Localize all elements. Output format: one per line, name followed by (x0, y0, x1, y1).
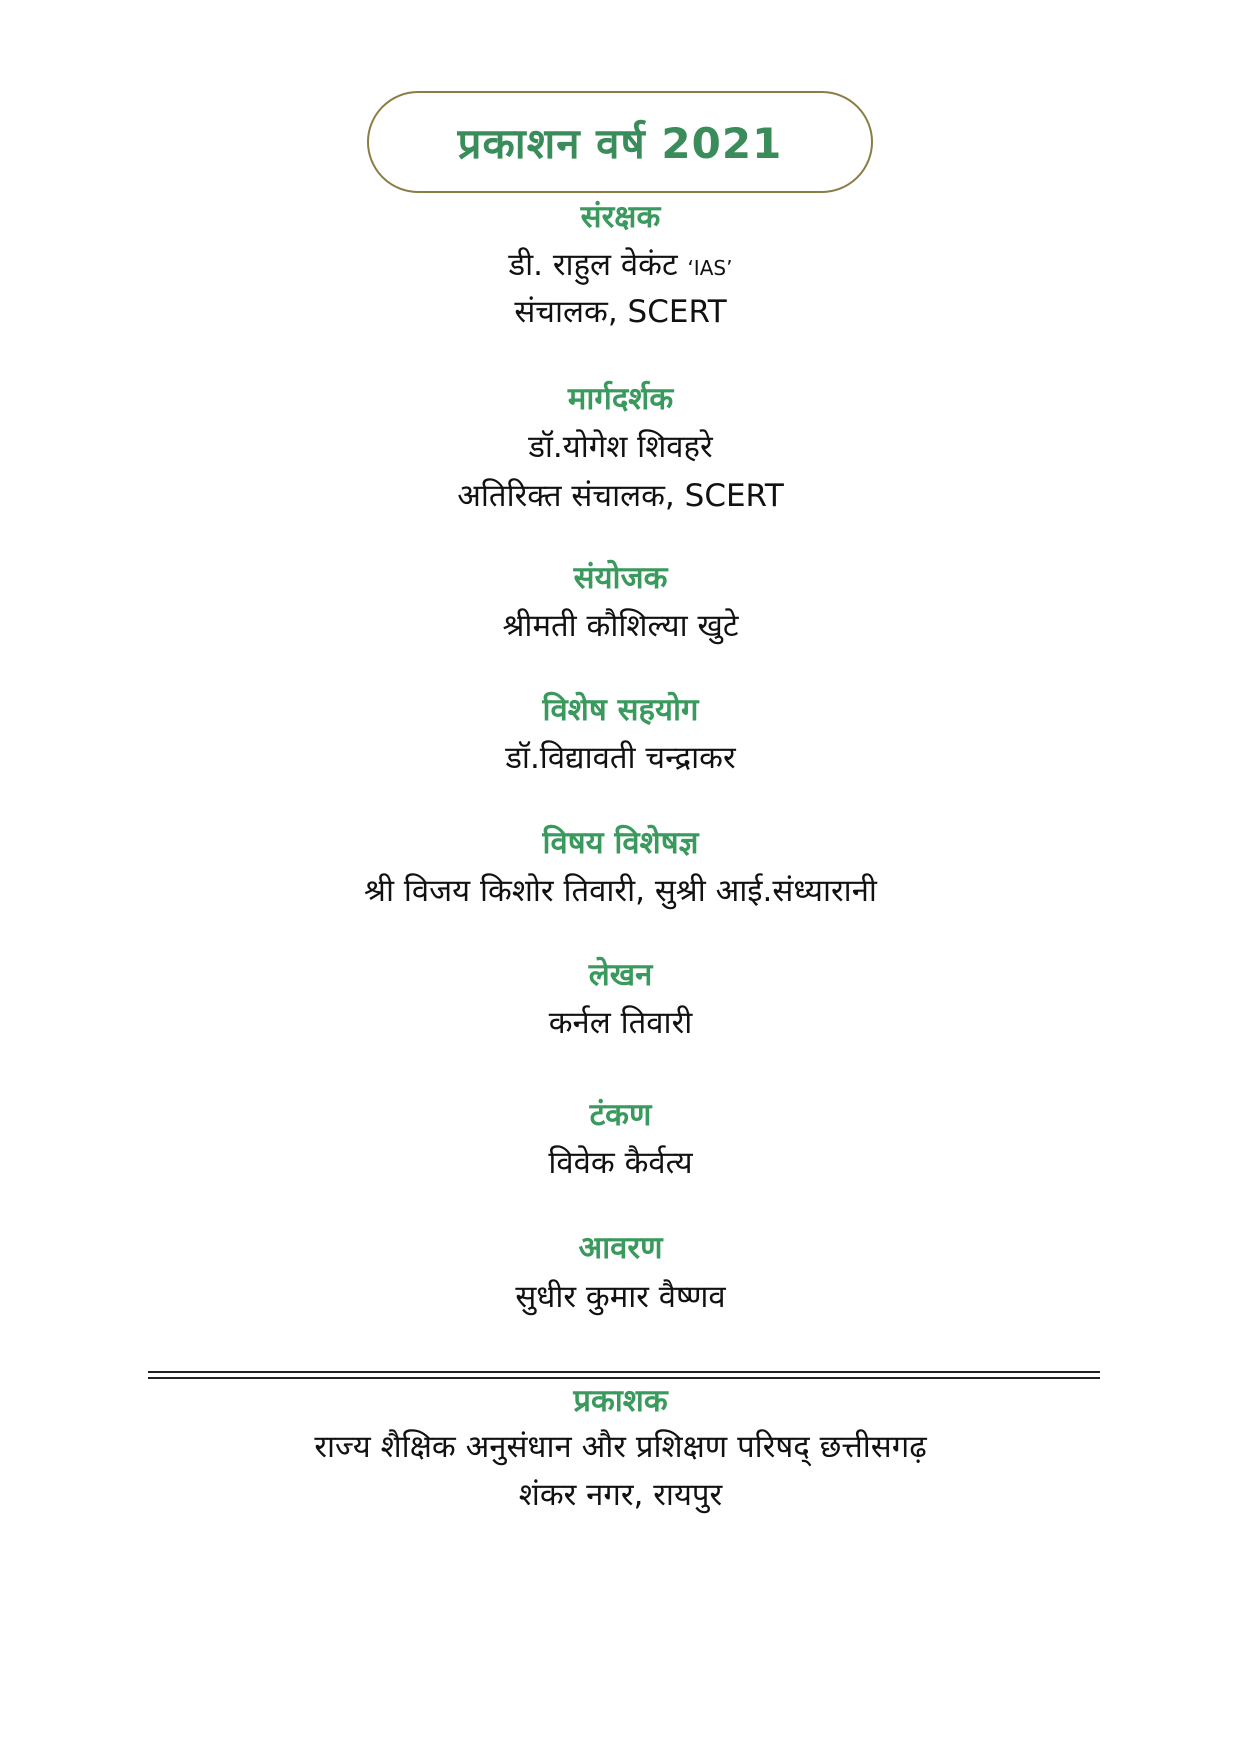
typing-heading: टंकण (589, 1097, 652, 1133)
patron-name (0, 247, 1241, 283)
writing-name: कर्नल तिवारी (548, 1005, 693, 1041)
publisher-heading: प्रकाशक (573, 1383, 668, 1419)
special-support-name: डॉ.विद्यावती चन्द्राकर (505, 740, 736, 776)
patron-name-suffix: ‘IAS’ (687, 256, 733, 280)
patron-heading: संरक्षक (580, 199, 661, 235)
special-support-heading: विशेष सहयोग (542, 692, 699, 728)
convener-heading: संयोजक (573, 560, 668, 596)
convener-name: श्रीमती कौशिल्या खुटे (502, 608, 739, 644)
publisher-organization: राज्य शैक्षिक अनुसंधान और प्रशिक्षण परिषद् छत्तीसगढ़ (314, 1429, 927, 1465)
publication-year-badge (367, 91, 873, 193)
divider-top-line (148, 1371, 1100, 1373)
guide-designation: अतिरिक्त संचालक, SCERT (457, 478, 784, 514)
cover-heading: आवरण (578, 1230, 663, 1266)
writing-heading: लेखन (588, 957, 653, 993)
cover-name: सुधीर कुमार वैष्णव (515, 1279, 726, 1315)
publisher-address: शंकर नगर, रायपुर (518, 1477, 723, 1513)
typing-name: विवेक कैर्वत्य (548, 1145, 693, 1181)
subject-experts-heading: विषय विशेषज्ञ (542, 825, 699, 861)
patron-name-main: डी. राहुल वेकंट (508, 247, 688, 283)
subject-experts-names: श्री विजय किशोर तिवारी, सुश्री आई.संध्यारानी (364, 873, 877, 909)
patron-designation: संचालक, SCERT (514, 294, 727, 330)
guide-heading: मार्गदर्शक (567, 381, 674, 417)
publication-year-title: प्रकाशन वर्ष 2021 (457, 118, 783, 168)
divider-bottom-line (148, 1377, 1100, 1379)
guide-name: डॉ.योगेश शिवहरे (528, 429, 713, 465)
